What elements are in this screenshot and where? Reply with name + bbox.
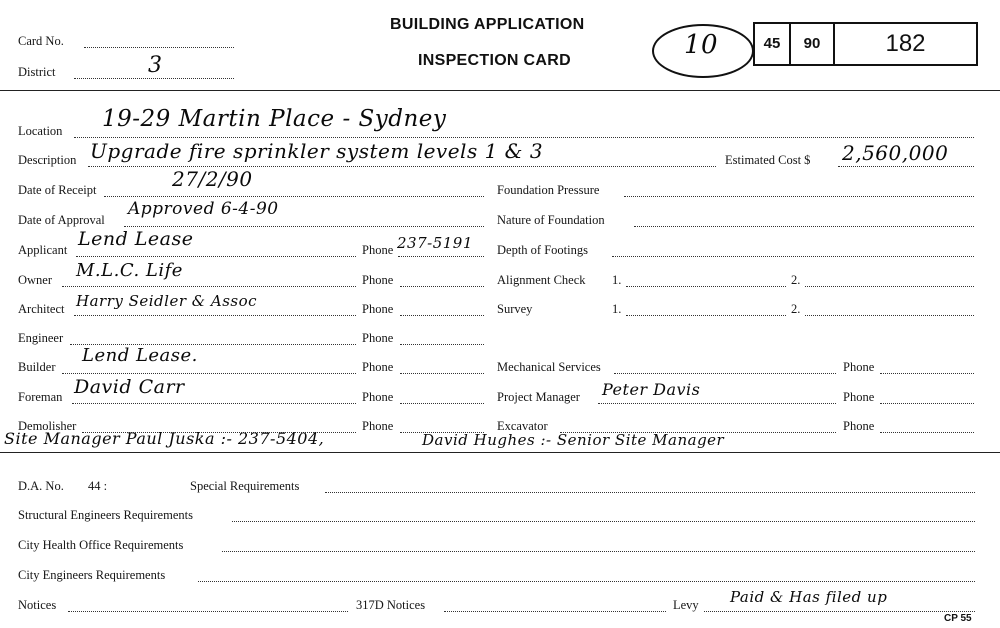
pm-phone-label: Phone <box>843 390 875 404</box>
survey-label: Survey <box>497 302 533 316</box>
district-label: District <box>18 65 56 79</box>
survey-2-label: 2. <box>791 302 801 316</box>
engineer-label: Engineer <box>18 331 64 345</box>
pm-line <box>598 403 836 404</box>
structural-req-label: Structural Engineers Requirements <box>18 508 193 522</box>
description-label: Description <box>18 153 77 167</box>
health-req-line <box>222 551 975 552</box>
architect-phone-line <box>400 315 484 316</box>
structural-req-line <box>232 521 975 522</box>
health-req-label: City Health Office Requirements <box>18 538 184 552</box>
special-req-label: Special Requirements <box>190 479 300 493</box>
alignment-2-line <box>805 286 974 287</box>
depth-footings-line <box>612 256 974 257</box>
applicant-value: Lend Lease <box>78 228 194 250</box>
nature-foundation-line <box>634 226 974 227</box>
header-divider <box>0 90 1000 91</box>
date-approval-label: Date of Approval <box>18 213 105 227</box>
section-divider <box>0 452 1000 453</box>
depth-footings-label: Depth of Footings <box>497 243 588 257</box>
alignment-2-label: 2. <box>791 273 801 287</box>
handwritten-note-right: David Hughes :- Senior Site Manager <box>422 431 725 449</box>
architect-line <box>74 315 356 316</box>
builder-value: Lend Lease. <box>82 345 198 366</box>
estimated-cost-value: 2,560,000 <box>842 141 949 165</box>
ref-box-b-value: 90 <box>803 35 821 52</box>
estimated-cost-line <box>838 166 974 167</box>
mech-phone-label: Phone <box>843 360 875 374</box>
owner-phone-label: Phone <box>362 273 394 287</box>
applicant-label: Applicant <box>18 243 68 257</box>
description-value: Upgrade fire sprinkler system levels 1 & 3 <box>90 139 544 163</box>
card-no-label: Card No. <box>18 34 64 48</box>
builder-phone-label: Phone <box>362 360 394 374</box>
owner-value: M.L.C. Life <box>76 260 183 281</box>
owner-line <box>62 286 356 287</box>
estimated-cost-label: Estimated Cost $ <box>725 153 811 167</box>
notices-317d-label: 317D Notices <box>356 598 426 612</box>
date-receipt-label: Date of Receipt <box>18 183 97 197</box>
card-title-line1: BUILDING APPLICATION <box>390 16 585 33</box>
survey-1-line <box>626 315 786 316</box>
architect-value: Harry Seidler & Assoc <box>76 292 258 310</box>
location-value: 19-29 Martin Place - Sydney <box>102 106 447 132</box>
date-receipt-line <box>104 196 484 197</box>
applicant-phone-label: Phone <box>362 243 394 257</box>
excavator-phone-line <box>880 432 974 433</box>
builder-label: Builder <box>18 360 56 374</box>
district-line <box>74 78 234 79</box>
architect-label: Architect <box>18 302 65 316</box>
architect-phone-label: Phone <box>362 302 394 316</box>
foreman-phone-label: Phone <box>362 390 394 404</box>
handwritten-note-left: Site Manager Paul Juska :- 237-5404, <box>4 429 325 448</box>
levy-value: Paid & Has filed up <box>730 588 888 606</box>
card-title-line2: INSPECTION CARD <box>418 52 571 69</box>
builder-phone-line <box>400 373 484 374</box>
foreman-phone-line <box>400 403 484 404</box>
owner-label: Owner <box>18 273 53 287</box>
circled-number-value: 10 <box>684 30 719 60</box>
foreman-value: David Carr <box>74 376 185 398</box>
builder-line <box>62 373 356 374</box>
engineers-req-label: City Engineers Requirements <box>18 568 166 582</box>
excavator-phone-label: Phone <box>843 419 875 433</box>
card-no-line <box>84 47 234 48</box>
applicant-line <box>76 256 356 257</box>
foreman-line <box>72 403 356 404</box>
levy-line <box>704 611 975 612</box>
notices-317d-line <box>444 611 666 612</box>
notices-line <box>68 611 348 612</box>
demolisher-label: Demolisher <box>18 419 77 433</box>
alignment-1-label: 1. <box>612 273 622 287</box>
foundation-pressure-label: Foundation Pressure <box>497 183 600 197</box>
special-req-line <box>325 492 975 493</box>
form-code: CP 55 <box>944 613 972 624</box>
da-no-value: 44 : <box>88 479 108 493</box>
engineers-req-line <box>198 581 975 582</box>
engineer-phone-label: Phone <box>362 331 394 345</box>
owner-phone-line <box>400 286 484 287</box>
applicant-phone-value: 237-5191 <box>397 234 473 252</box>
date-receipt-value: 27/2/90 <box>172 167 253 191</box>
nature-foundation-label: Nature of Foundation <box>497 213 605 227</box>
ref-box-a-value: 45 <box>763 35 781 52</box>
survey-1-label: 1. <box>612 302 622 316</box>
demolisher-phone-label: Phone <box>362 419 394 433</box>
levy-label: Levy <box>673 598 699 612</box>
alignment-1-line <box>626 286 786 287</box>
location-label: Location <box>18 124 63 138</box>
mech-label: Mechanical Services <box>497 360 601 374</box>
district-value: 3 <box>148 53 163 78</box>
mech-phone-line <box>880 373 974 374</box>
foreman-label: Foreman <box>18 390 63 404</box>
date-approval-value: Approved 6-4-90 <box>128 199 279 219</box>
survey-2-line <box>805 315 974 316</box>
ref-box-c-value: 182 <box>885 30 926 57</box>
location-line <box>74 137 974 138</box>
pm-value: Peter Davis <box>602 380 701 399</box>
date-approval-line <box>124 226 484 227</box>
foundation-pressure-line <box>624 196 974 197</box>
mech-line <box>614 373 836 374</box>
notices-label: Notices <box>18 598 57 612</box>
engineer-phone-line <box>400 344 484 345</box>
pm-phone-line <box>880 403 974 404</box>
da-no-label: D.A. No. <box>18 479 64 493</box>
pm-label: Project Manager <box>497 390 580 404</box>
applicant-phone-line <box>398 256 484 257</box>
alignment-label: Alignment Check <box>497 273 586 287</box>
excavator-label: Excavator <box>497 419 548 433</box>
